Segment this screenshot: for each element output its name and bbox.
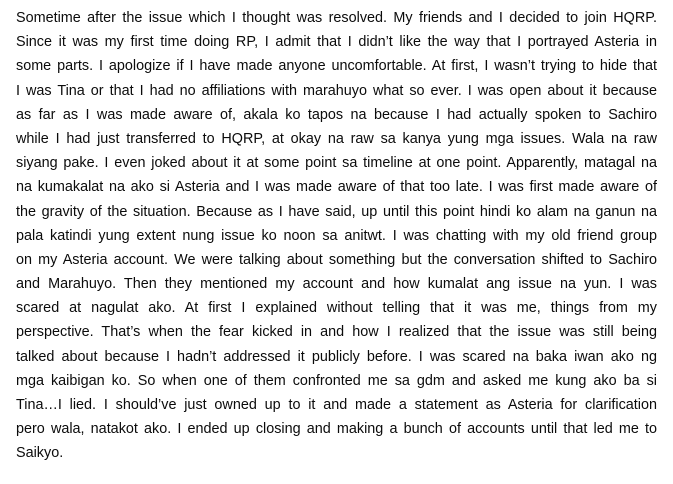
text-line: pala katindi yung extent nung issue ko noon sa anitwt. I was chatting with my old friend group [16,227,657,244]
text-line: siyang pake. I even joked about it at some point sa timeline at one point. Apparently, matagal na [16,155,657,172]
text-line: the gravity of the situation. Because as I have said, up until this point hindi ko alam na ganun na [16,203,657,220]
text-line: talked about because I hadn’t addressed it publicly before. I was scared na baka iwan ako ng [16,348,657,365]
text-line: Saikyo. [16,445,64,462]
text-line: I was Tina or that I had no affiliations with marahuyo what so ever. I was open about it because [16,82,657,99]
text-line: pero wala, natakot ako. I ended up closing and making a bunch of accounts until that led me to [16,421,657,438]
text-line: as far as I was made aware of, akala ko tapos na because I had actually spoken to Sachiro [16,106,657,123]
text-line: perspective. That’s when the fear kicked in and how I realized that the issue was still being [16,324,657,341]
text-line: Tina…I lied. I should’ve just owned up to it and made a statement as Asteria for clarification [16,397,657,413]
text-line: scared at nagulat ako. At first I explained without telling that it was me, things from my [16,300,657,317]
text-line: some parts. I apologize if I have made anyone uncomfortable. At first, I wasn’t trying to hide that [16,58,657,75]
text-line: Since it was my first time doing RP, I admit that I didn’t like the way that I portrayed Asteria in [16,34,657,51]
text-line: on my Asteria account. We were talking about something but the conversation shifted to Sachiro [16,251,657,268]
text-line: while I had just transferred to HQRP, at okay na raw sa kanya yung mga issues. Wala na raw [16,130,657,147]
text-line: and Marahuyo. Then they mentioned my account and how kumalat ang issue na yun. I was [16,276,657,293]
document-text [16,0,657,466]
text-line: Sometime after the issue which I thought was resolved. My friends and I decided to join HQRP. [16,10,657,26]
text-line: na kumakalat na ako si Asteria and I was made aware of that too late. I was first made aware of [16,179,657,196]
text-line: mga kaibigan ko. So when one of them confronted me sa gdm and asked me kung ako ba si [16,372,657,389]
